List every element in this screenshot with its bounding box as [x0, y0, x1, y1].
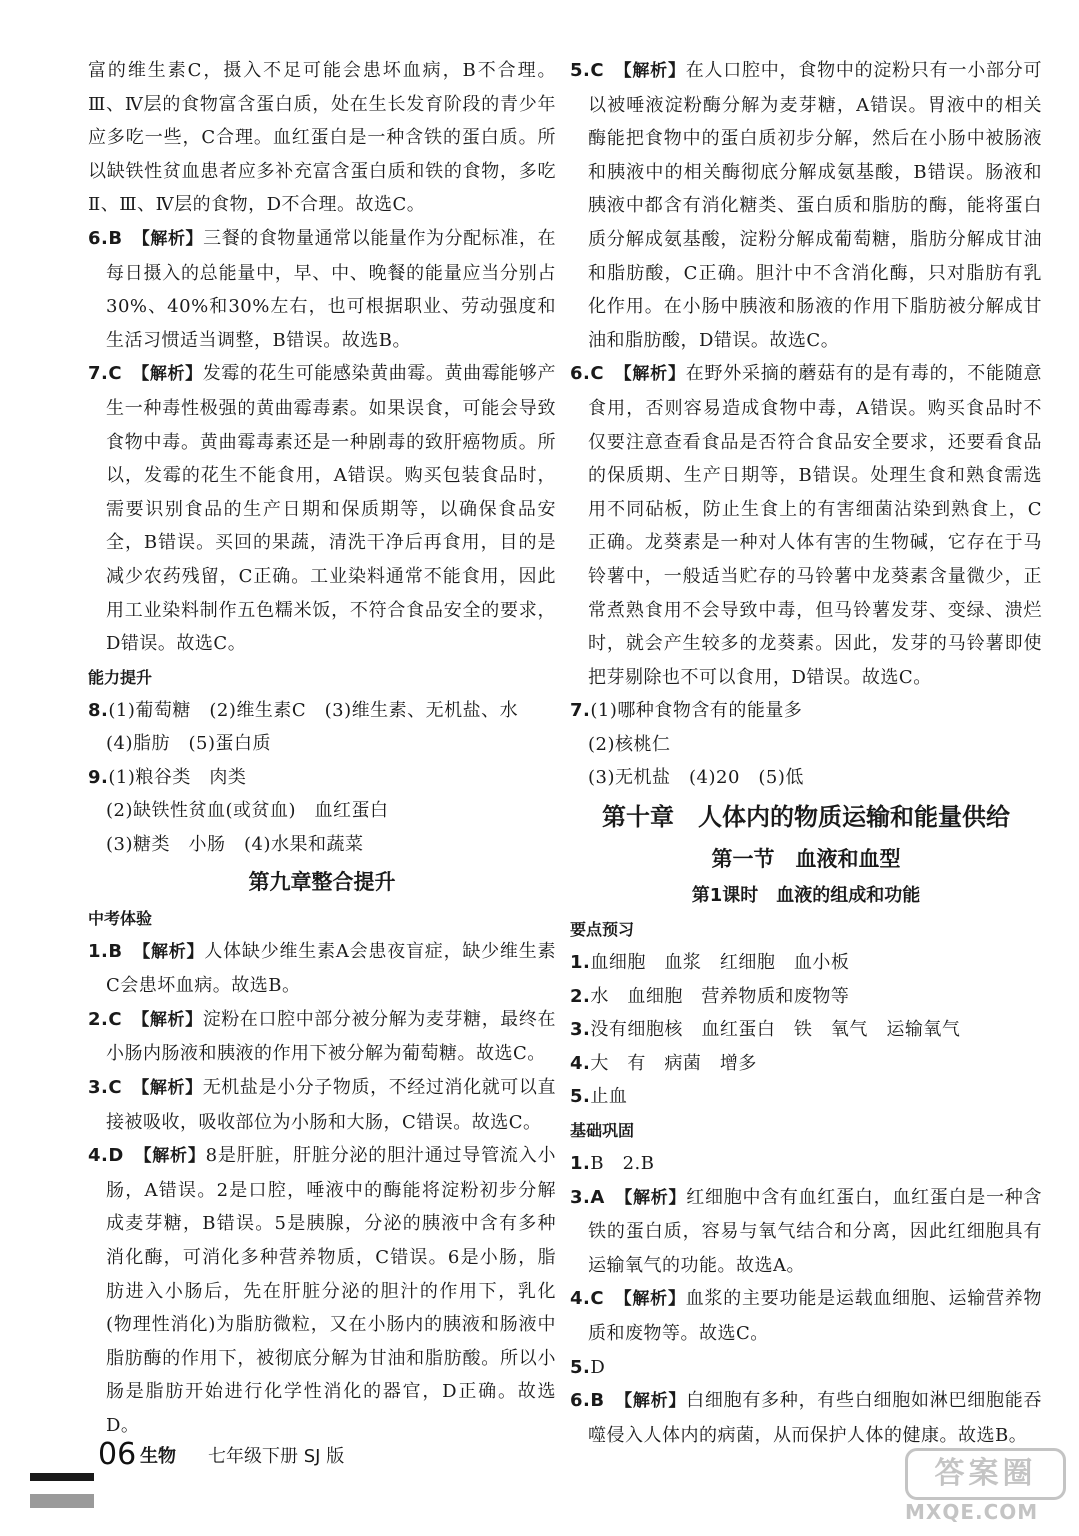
item-answer: C [590, 363, 605, 385]
answer-item [88, 1139, 556, 1442]
item-number: 1. [570, 952, 591, 974]
answer-item [570, 1351, 1042, 1385]
answer-item [570, 980, 1042, 1014]
analysis-tag: 【解析】 [140, 364, 203, 385]
item-answer: C [108, 1077, 123, 1099]
answer-item [570, 946, 1042, 980]
item-text: 在人口腔中，食物中的淀粉只有一小部分可以被唾液淀粉酶分解为麦芽糖，A错误。胃液中的相关酶能把食物中的蛋白质初步分解，然后在小肠中被肠液和胰液中的相关酶彻底分解成氨基酸，B错误。肠液和胰液中都含有消化糖类、蛋白质和脂肪的酶，能将蛋白质分解成氨基酸，淀粉分解成葡萄糖，脂肪分解成甘油和脂肪酸，C正确。胆汁中不含消化酶，只对脂肪有乳化作用。在小肠中胰液和肠液的作用下脂肪被分解成甘油和脂肪酸，D错误。故选C。 [588, 60, 1043, 351]
answer-continuation: (2)核桃仁 [588, 733, 671, 755]
item-text: 没有细胞核 血红蛋白 铁 氧气 运输氧气 [590, 1019, 961, 1041]
answer-item [88, 222, 556, 357]
item-number: 8. [88, 699, 109, 721]
analysis-tag: 【解析】 [623, 364, 686, 385]
analysis-tag: 【解析】 [623, 1187, 687, 1208]
answer-item [570, 357, 1042, 694]
answer-item [570, 54, 1042, 357]
item-answer: C [590, 60, 605, 81]
item-number: 5. [570, 1356, 591, 1378]
footer-bar-grey [30, 1494, 94, 1508]
footer-bar [30, 1473, 94, 1481]
item-answer: C [108, 363, 123, 385]
answer-item [88, 1003, 556, 1071]
subsection-label: 基础巩固 [570, 1121, 635, 1141]
item-text: (1)哪种食物含有的能量多 [590, 700, 803, 722]
answer-item [570, 1282, 1042, 1350]
item-answer: D [108, 1145, 124, 1167]
item-text: 水 血细胞 营养物质和废物等 [590, 985, 850, 1007]
analysis-tag: 【解析】 [140, 1078, 203, 1099]
item-text: 人体缺少维生素A会患夜盲症，缺少维生素C会患坏血病。故选B。 [106, 940, 557, 997]
right-column [570, 54, 1042, 1452]
subject-label: 生物 [140, 1446, 176, 1467]
item-text: 血细胞 血浆 红细胞 血小板 [590, 952, 850, 974]
answer-item [570, 1013, 1042, 1047]
item-number: 3. [570, 1019, 591, 1041]
section-heading: 第一节 血液和血型 [711, 847, 901, 872]
subsection-label: 中考体验 [88, 908, 153, 928]
item-text: 血浆的主要功能是运载血细胞、运输营养物质和废物等。故选C。 [588, 1288, 1043, 1344]
item-text: D [590, 1356, 606, 1378]
item-answer: B [108, 940, 123, 962]
section-heading: 第十章 人体内的物质运输和能量供给 [602, 803, 1010, 832]
item-answer: A [590, 1186, 605, 1208]
item-number: 1. [570, 1153, 591, 1175]
item-text: 红细胞中含有血红蛋白，血红蛋白是一种含铁的蛋白质，容易与氧气结合和分离，因此红细胞具有运输氧气的功能。故选A。 [588, 1186, 1043, 1276]
answer-item [570, 1047, 1042, 1081]
answer-item [88, 935, 556, 1003]
item-text: (1)葡萄糖 (2)维生素C (3)维生素、无机盐、水 [108, 699, 519, 721]
item-number: 7. [570, 700, 591, 722]
answer-item [88, 694, 556, 728]
item-number: 6. [570, 363, 591, 385]
item-number: 2. [570, 985, 591, 1007]
analysis-tag: 【解析】 [623, 1391, 687, 1412]
analysis-tag: 【解析】 [142, 1146, 206, 1167]
watermark [905, 1448, 1065, 1528]
analysis-tag: 【解析】 [140, 1009, 203, 1030]
item-number: 5. [570, 60, 591, 81]
item-text: 大 有 病菌 增多 [590, 1052, 757, 1074]
page-footer [30, 1436, 450, 1476]
answer-item [88, 761, 556, 795]
item-number: 4. [570, 1288, 591, 1310]
analysis-tag: 【解析】 [623, 1289, 686, 1310]
answer-continuation: (2)缺铁性贫血(或贫血) 血红蛋白 [106, 800, 389, 822]
answer-continuation: (3)无机盐 (4)20 (5)低 [588, 767, 804, 789]
answer-item [570, 1384, 1042, 1452]
analysis-tag: 【解析】 [623, 61, 686, 81]
section-heading: 第1课时 血液的组成和功能 [691, 885, 921, 907]
item-number: 6. [570, 1390, 591, 1412]
item-number: 9. [88, 766, 109, 788]
item-text: 8是肝脏，肝脏分泌的胆汁通过导管流入小肠，A错误。2是口腔，唾液中的酶能将淀粉初步分解成麦芽糖，B错误。5是胰腺，分泌的胰液中含有多种消化酶，可消化多种营养物质，C错误。6是小肠，脂肪进入小肠后，先在肝脏分泌的胆汁的作用下，乳化(物理性消化)为脂肪微粒，又在小肠内的胰液和肠液中脂肪酶的作用下，被彻底分解为甘油和脂肪酸。所以小肠是脂肪开始进行化学性消化的器官，D正确。故选D。 [106, 1145, 557, 1436]
item-text: 三餐的食物量通常以能量作为分配标准，在每日摄入的总能量中，早、中、晚餐的能量应当分别占30%、40%和30%左右，也可根据职业、劳动强度和生活习惯适当调整，B错误。故选B。 [106, 227, 557, 351]
answer-continuation: (4)脂肪 (5)蛋白质 [106, 733, 271, 755]
answer-item [570, 1181, 1042, 1283]
item-number: 3. [88, 1077, 109, 1099]
page-number: 06 [98, 1437, 137, 1472]
paragraph: 富的维生素C，摄入不足可能会患坏血病，B不合理。Ⅲ、Ⅳ层的食物富含蛋白质，处在生长发育阶段的青少年应多吃一些，C合理。血红蛋白是一种含铁的蛋白质。所以缺铁性贫血患者应多补充富含蛋白质和铁的食物，多吃Ⅱ、Ⅲ、Ⅳ层的食物，D不合理。故选C。 [88, 60, 556, 216]
answer-item [570, 694, 1042, 728]
item-text: B 2.B [590, 1153, 655, 1175]
answer-item [570, 1080, 1042, 1114]
left-column [88, 54, 556, 1443]
item-text: 止血 [590, 1086, 628, 1108]
analysis-tag: 【解析】 [141, 228, 204, 249]
answer-continuation: (3)糖类 小肠 (4)水果和蔬菜 [106, 834, 364, 856]
item-answer: B [108, 227, 123, 249]
subsection-label: 能力提升 [88, 667, 153, 687]
subsection-label: 要点预习 [570, 920, 635, 940]
answer-item [88, 1071, 556, 1139]
section-heading: 第九章整合提升 [248, 869, 396, 894]
item-number: 1. [88, 940, 109, 962]
item-answer: B [590, 1390, 605, 1412]
answer-item [570, 1147, 1042, 1181]
item-number: 6. [88, 227, 109, 249]
item-number: 2. [88, 1008, 109, 1030]
item-number: 7. [88, 363, 109, 385]
answer-item [88, 357, 556, 660]
item-number: 4. [88, 1145, 109, 1167]
item-text: 白细胞有多种，有些白细胞如淋巴细胞能吞噬侵入人体内的病菌，从而保护人体的健康。故选B。 [588, 1390, 1043, 1446]
grade-label: 七年级下册 SJ 版 [208, 1446, 345, 1467]
item-text: 在野外采摘的蘑菇有的是有毒的，不能随意食用，否则容易造成食物中毒，A错误。购买食品时不仅要注意查看食品是否符合食品安全要求，还要看食品的保质期、生产日期等，B错误。处理生食和熟食需选用不同砧板，防止生食上的有害细菌沾染到熟食上，C正确。龙葵素是一种对人体有害的生物碱，它存在于马铃薯中，一般适当贮存的马铃薯中龙葵素含量微少，正常煮熟食用不会导致中毒，但马铃薯发芽、变绿、溃烂时，就会产生较多的龙葵素。因此，发芽的马铃薯即使把芽剔除也不可以食用，D错误。故选C。 [588, 363, 1043, 688]
watermark-url: MXQE.COM [905, 1500, 1039, 1524]
item-number: 5. [570, 1086, 591, 1108]
item-answer: C [590, 1288, 605, 1310]
item-number: 4. [570, 1052, 591, 1074]
item-answer: C [108, 1008, 123, 1030]
item-number: 3. [570, 1186, 591, 1208]
analysis-tag: 【解析】 [141, 941, 205, 962]
item-text: 发霉的花生可能感染黄曲霉。黄曲霉能够产生一种毒性极强的黄曲霉毒素。如果误食，可能会导致食物中毒。黄曲霉毒素还是一种剧毒的致肝癌物质。所以，发霉的花生不能食用，A错误。购买包装食品时，需要识别食品的生产日期和保质期等，以确保食品安全，B错误。买回的果蔬，清洗干净后再食用，目的是减少农药残留，C正确。工业染料通常不能食用，因此用工业染料制作五色糯米饭，不符合食品安全的要求，D错误。故选C。 [106, 363, 557, 655]
item-text: 淀粉在口腔中部分被分解为麦芽糖，最终在小肠内肠液和胰液的作用下被分解为葡萄糖。故选C。 [106, 1008, 557, 1065]
watermark-logo: 答案圈 [905, 1448, 1066, 1500]
item-text: (1)粮谷类 肉类 [108, 766, 247, 788]
item-text: 无机盐是小分子物质，不经过消化就可以直接被吸收，吸收部位为小肠和大肠，C错误。故选C。 [106, 1077, 557, 1133]
